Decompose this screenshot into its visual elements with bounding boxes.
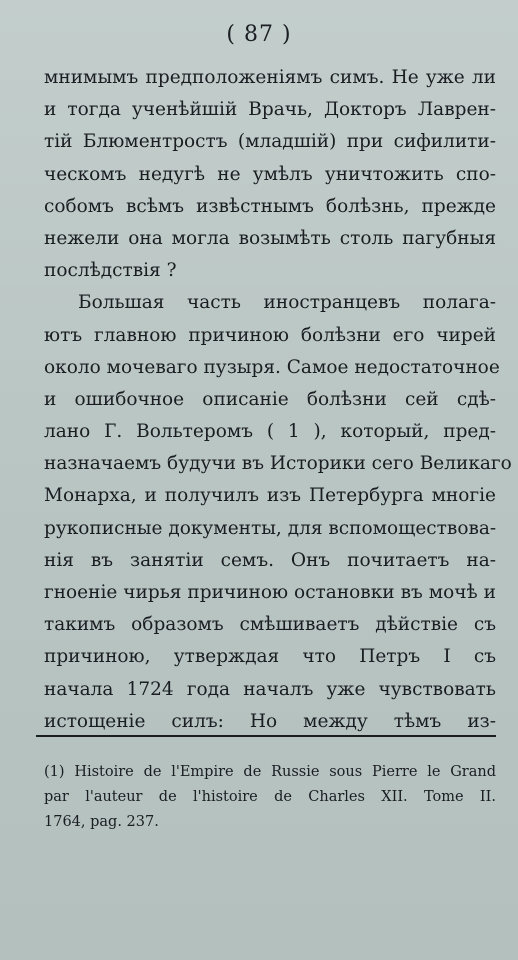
text-line: нія въ занятіи семъ. Онъ почитаетъ на-: [44, 549, 496, 571]
text-line: такимъ образомъ смѣшиваетъ дѣйствіе съ: [44, 614, 496, 636]
footnote-divider: [36, 735, 496, 737]
text-line: истощеніе силъ: Но между тѣмъ из-: [44, 710, 496, 732]
text-line: нежели она могла возымѣть столь пагубныя: [44, 227, 496, 249]
footnote-line: par l'auteur de l'histoire de Charles XII. Tome II.: [44, 789, 496, 805]
text-line: причиною, утверждая что Петръ I съ: [44, 646, 496, 668]
text-line: гноеніе чирья причиною остановки въ мочѣ и: [44, 582, 496, 603]
text-line: около мочеваго пузыря. Самое недостаточное: [44, 356, 500, 378]
body-text: [44, 62, 512, 738]
text-line: Большая часть иностранцевъ полага-: [78, 292, 496, 314]
text-line: назначаемъ будучи въ Историки сего Великаго: [44, 453, 512, 475]
text-line: и тогда ученѣйшій Врачь, Докторъ Лаврен-: [44, 99, 496, 121]
footnote-line: (1) Histoire de l'Empire de Russie sous Pierre le Grand: [44, 764, 496, 780]
text-line: мнимымъ предположеніямъ симъ. Не уже ли: [44, 67, 496, 88]
text-line: собомъ всѣмъ извѣстнымъ болѣзнь, прежде: [44, 195, 496, 217]
text-line: Монарха, и получилъ изъ Петербурга многіе: [44, 485, 496, 507]
footnotes: [44, 760, 496, 835]
text-line: и ошибочное описаніе болѣзни сей сдѣ-: [44, 388, 496, 410]
text-line: ческомъ недугѣ не умѣлъ уничтожить спо-: [44, 163, 496, 185]
text-line: начала 1724 года началъ уже чувствовать: [44, 678, 496, 700]
footnote-line: 1764, pag. 237.: [44, 814, 159, 830]
text-line: послѣдствія ?: [44, 260, 177, 282]
text-line: лано Г. Вольтеромъ ( 1 ), который, пред-: [44, 421, 496, 443]
page-number: ( 87 ): [226, 22, 292, 47]
text-line: тій Блюментростъ (младшій) при сифилити-: [44, 131, 496, 153]
text-line: ютъ главною причиною болѣзни его чирей: [44, 324, 496, 346]
text-line: рукописные документы, для вспомоществова-: [44, 517, 497, 539]
